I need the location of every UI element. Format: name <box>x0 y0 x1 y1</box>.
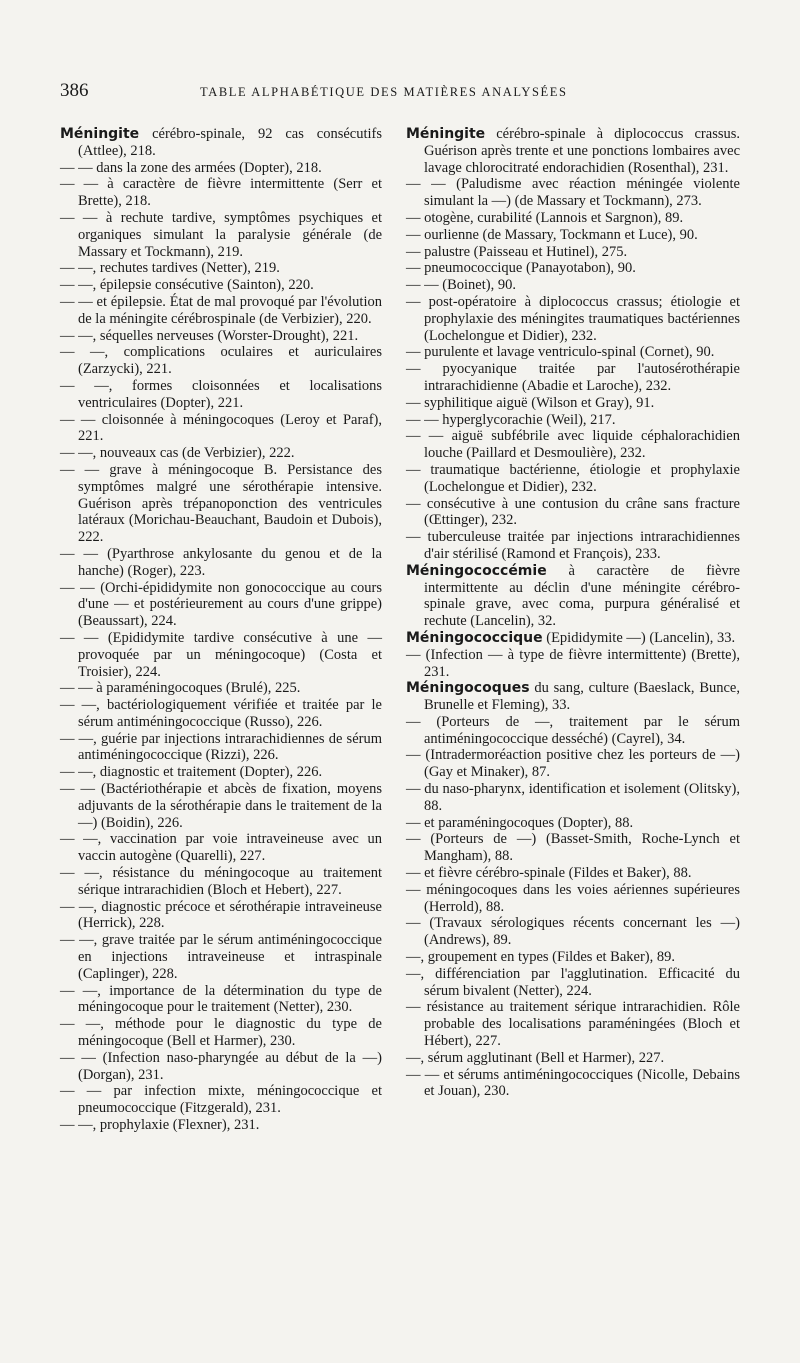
entry-text: — —, méthode pour le diagnostic du type de méningocoque (Bell et Harmer), 230. <box>60 1016 382 1050</box>
entry-text: — — à rechute tardive, symptômes psychiques et organiques simulant la paralysie générale (de Massary et Tockmann), 219. <box>60 209 382 260</box>
entry-headword: Méningococcémie <box>406 562 547 579</box>
index-entry <box>60 630 382 680</box>
entry-text: — — (Paludisme avec réaction méningée violente simulant la —) (de Massary et Tockmann), 273. <box>406 176 740 210</box>
entry-text: —, sérum agglutinant (Bell et Harmer), 227. <box>406 1049 665 1066</box>
entry-text: — méningocoques dans les voies aériennes supérieures (Herrold), 88. <box>406 881 740 915</box>
entry-text: — —, diagnostic précoce et sérothérapie intraveineuse (Herrick), 228. <box>60 898 382 932</box>
entry-text: — —, grave traitée par le sérum antiméningococcique en injections intraveineuse et intraspinale (Caplinger), 228. <box>60 932 382 982</box>
entry-text: — —, vaccination par voie intraveineuse avec un vaccin autogène (Quarelli), 227. <box>60 831 382 865</box>
index-entry <box>406 563 740 630</box>
entry-text: — — grave à méningocoque B. Persistance des symptômes malgré une sérothérapie intensive. Guérison après trépanoponction des ventricules latéraux (Morichau-Beauchant, Baudoin et Dubois), 222. <box>60 461 382 546</box>
entry-headword: Méningite <box>60 126 140 142</box>
entry-text: — —, importance de la détermination du type de méningocoque pour le traitement (Netter), 230. <box>60 982 382 1016</box>
index-entry <box>406 915 740 949</box>
index-entry <box>406 428 740 462</box>
left-column <box>60 126 382 1134</box>
entry-text: — tuberculeuse traitée par injections intrarachidiennes d'air stérilisé (Ramond et François), 233. <box>406 529 740 562</box>
index-entry <box>60 983 382 1017</box>
entry-headword: Méningocoques <box>406 680 530 697</box>
entry-text: — et fièvre cérébro-spinale (Fildes et Baker), 88. <box>406 865 692 882</box>
entry-text: — — (Boinet), 90. <box>406 277 516 294</box>
index-entry <box>60 260 382 277</box>
index-entry <box>60 697 382 731</box>
entry-text: — —, bactériologiquement vérifiée et traitée par le sérum antiméningococcique (Russo), 226. <box>60 697 382 730</box>
entry-text: — — hyperglycorachie (Weil), 217. <box>406 411 616 428</box>
entry-headword: Méningococcique <box>406 629 543 646</box>
index-entry <box>60 344 382 378</box>
index-entry <box>406 462 740 496</box>
entry-text: — ourlienne (de Massary, Tockmann et Luce), 90. <box>406 226 698 243</box>
entry-text: — —, guérie par injections intrarachidiennes de sérum antiméningococcique (Rizzi), 226. <box>60 730 382 764</box>
index-entry <box>60 1083 382 1117</box>
entry-text: — —, séquelles nerveuses (Worster-Drought), 221. <box>60 327 359 344</box>
index-entry <box>406 680 740 714</box>
index-entry <box>60 294 382 328</box>
index-entry <box>60 680 382 697</box>
index-entry <box>60 580 382 630</box>
index-entry <box>406 176 740 210</box>
entry-text: — syphilitique aiguë (Wilson et Gray), 91. <box>406 394 655 411</box>
entry-text: — post-opératoire à diplococcus crassus; étiologie et prophylaxie des méningites traumatiques bactériennes (Lochelongue et Didier), 232. <box>406 293 740 344</box>
index-entry <box>406 1050 740 1067</box>
index-entry <box>60 328 382 345</box>
entry-text: — palustre (Paisseau et Hutinel), 275. <box>406 243 628 260</box>
index-entry <box>406 344 740 361</box>
entry-text: — —, résistance du méningocoque au traitement sérique intrarachidien (Bloch et Hebert), 227. <box>60 865 382 898</box>
entry-text: — (Porteurs de —) (Basset-Smith, Roche-Lynch et Mangham), 88. <box>406 831 740 865</box>
entry-text: — — (Epididymite tardive consécutive à une — provoquée par un méningocoque) (Costa et Troisier), 224. <box>60 629 382 680</box>
entry-text: cérébro-spinale, 92 cas consécutifs (Attlee), 218. <box>78 126 382 159</box>
entry-text: cérébro-spinale à diplococcus crassus. Guérison après trente et une ponctions lombaires avec lavage chlorocitraté endorachidien (Rosenthal), 231. <box>424 126 740 176</box>
entry-text: — — et épilepsie. État de mal provoqué par l'évolution de la méningite cérébrospinale (de Verbizier), 220. <box>60 293 382 327</box>
entry-text: — (Infection — à type de fièvre intermittente) (Brette), 231. <box>406 646 740 680</box>
entry-text: — — à paraméningocoques (Brulé), 225. <box>60 680 301 697</box>
entry-text: — (Travaux sérologiques récents concernant les —) (Andrews), 89. <box>406 915 740 949</box>
index-entry <box>406 966 740 1000</box>
index-entry <box>406 277 740 294</box>
entry-text: —, groupement en types (Fildes et Baker), 89. <box>406 949 675 966</box>
index-entry <box>60 277 382 294</box>
index-entry <box>406 865 740 882</box>
entry-text: — —, rechutes tardives (Netter), 219. <box>60 260 280 277</box>
entry-text: — (Intradermoréaction positive chez les porteurs de —) (Gay et Minaker), 87. <box>406 747 740 781</box>
entry-text: du sang, culture (Baeslack, Bunce, Brunelle et Fleming), 33. <box>424 680 740 714</box>
entry-text: — —, complications oculaires et auriculaires (Zarzycki), 221. <box>60 344 382 378</box>
index-entry <box>406 1067 740 1101</box>
index-entry <box>406 529 740 563</box>
index-entry <box>406 126 740 176</box>
entry-text: — consécutive à une contusion du crâne sans fracture (Œttinger), 232. <box>406 495 740 529</box>
index-entry <box>406 630 740 647</box>
entry-text: — du naso-pharynx, identification et isolement (Olitsky), 88. <box>406 781 740 814</box>
index-entry <box>60 899 382 933</box>
page-number: 386 <box>60 80 89 101</box>
index-entry <box>60 865 382 899</box>
entry-text: — purulente et lavage ventriculo-spinal (Cornet), 90. <box>406 344 715 361</box>
entry-text: — — à caractère de fièvre intermittente (Serr et Brette), 218. <box>60 176 382 210</box>
index-entry <box>406 210 740 227</box>
index-entry <box>406 647 740 681</box>
index-entry <box>406 395 740 412</box>
index-entry <box>60 1016 382 1050</box>
entry-text: — —, nouveaux cas (de Verbizier), 222. <box>60 445 295 462</box>
entry-text: — (Porteurs de —, traitement par le sérum antiméningococcique desséché) (Cayrel), 34. <box>406 713 740 747</box>
entry-text: — pneumococcique (Panayotabon), 90. <box>406 260 636 277</box>
index-entry <box>60 176 382 210</box>
index-entry <box>406 361 740 395</box>
entry-text: — — cloisonnée à méningocoques (Leroy et Paraf), 221. <box>60 411 382 445</box>
index-entry <box>406 781 740 815</box>
index-entry <box>406 294 740 344</box>
entry-headword: Méningite <box>406 126 486 142</box>
index-entry <box>60 831 382 865</box>
entry-text: — et paraméningocoques (Dopter), 88. <box>406 814 634 831</box>
entry-text: à caractère de fièvre intermittente au déclin d'une méningite cérébro-spinale grave, avec coma, purpura généralisé et rechute (Lancelin), 32. <box>424 562 740 630</box>
index-entry <box>406 244 740 261</box>
index-entry <box>60 160 382 177</box>
entry-text: — — et sérums antiméningococciques (Nicolle, Debains et Jouan), 230. <box>406 1066 740 1100</box>
index-entry <box>60 1117 382 1134</box>
index-entry <box>406 831 740 865</box>
index-entry <box>406 815 740 832</box>
entry-text: — pyocyanique traitée par l'autosérothérapie intrarachidienne (Abadie et Laroche), 232. <box>406 361 740 394</box>
index-entry <box>60 764 382 781</box>
entry-text: — —, épilepsie consécutive (Sainton), 220. <box>60 277 314 294</box>
entry-text: —, différenciation par l'agglutination. Efficacité du sérum bivalent (Netter), 224. <box>406 965 740 999</box>
entry-text: — — par infection mixte, méningococcique et pneumococcique (Fitzgerald), 231. <box>60 1083 382 1117</box>
entry-text: — — dans la zone des armées (Dopter), 218. <box>60 159 322 176</box>
entry-text: — otogène, curabilité (Lannois et Sargnon), 89. <box>406 209 684 226</box>
entry-text: — traumatique bactérienne, étiologie et prophylaxie (Lochelongue et Didier), 232. <box>406 461 740 495</box>
entry-text: — — (Infection naso-pharyngée au début de la —) (Dorgan), 231. <box>60 1049 382 1083</box>
running-header: TABLE ALPHABÉTIQUE DES MATIÈRES ANALYSÉES <box>200 85 568 99</box>
entry-text: — —, prophylaxie (Flexner), 231. <box>60 1117 260 1134</box>
entry-text: (Epididymite —) (Lancelin), 33. <box>542 629 736 646</box>
index-entry <box>60 378 382 412</box>
index-entry <box>60 781 382 831</box>
right-column <box>406 126 740 1100</box>
index-entry <box>60 932 382 982</box>
index-entry <box>406 260 740 277</box>
index-entry <box>406 747 740 781</box>
entry-text: — — (Bactériothérapie et abcès de fixation, moyens adjuvants de la sérothérapie dans le traitement de la —) (Boidin), 226. <box>60 781 382 831</box>
index-entry <box>406 999 740 1049</box>
index-entry <box>406 496 740 530</box>
entry-text: — — aiguë subfébrile avec liquide céphalorachidien louche (Paillard et Desmoulière), 232. <box>406 428 740 462</box>
index-entry <box>406 227 740 244</box>
index-entry <box>60 126 382 160</box>
index-entry <box>406 949 740 966</box>
index-entry <box>60 445 382 462</box>
entry-text: — résistance au traitement sérique intrarachidien. Rôle probable des localisations paraméningées (Bloch et Hébert), 227. <box>406 999 740 1050</box>
page-header <box>60 80 760 104</box>
index-entry <box>406 882 740 916</box>
index-entry <box>60 210 382 260</box>
index-entry <box>60 546 382 580</box>
entry-text: — — (Orchi-épididymite non gonococcique au cours d'une — et postérieurement au cours d'une grippe) (Beaussart), 224. <box>60 579 382 630</box>
index-entry <box>60 412 382 446</box>
entry-text: — —, formes cloisonnées et localisations ventriculaires (Dopter), 221. <box>60 377 382 411</box>
index-entry <box>60 731 382 765</box>
index-entry <box>60 462 382 546</box>
index-entry <box>406 412 740 429</box>
index-entry <box>60 1050 382 1084</box>
index-entry <box>406 714 740 748</box>
entry-text: — —, diagnostic et traitement (Dopter), 226. <box>60 764 323 781</box>
entry-text: — — (Pyarthrose ankylosante du genou et de la hanche) (Roger), 223. <box>60 545 382 579</box>
